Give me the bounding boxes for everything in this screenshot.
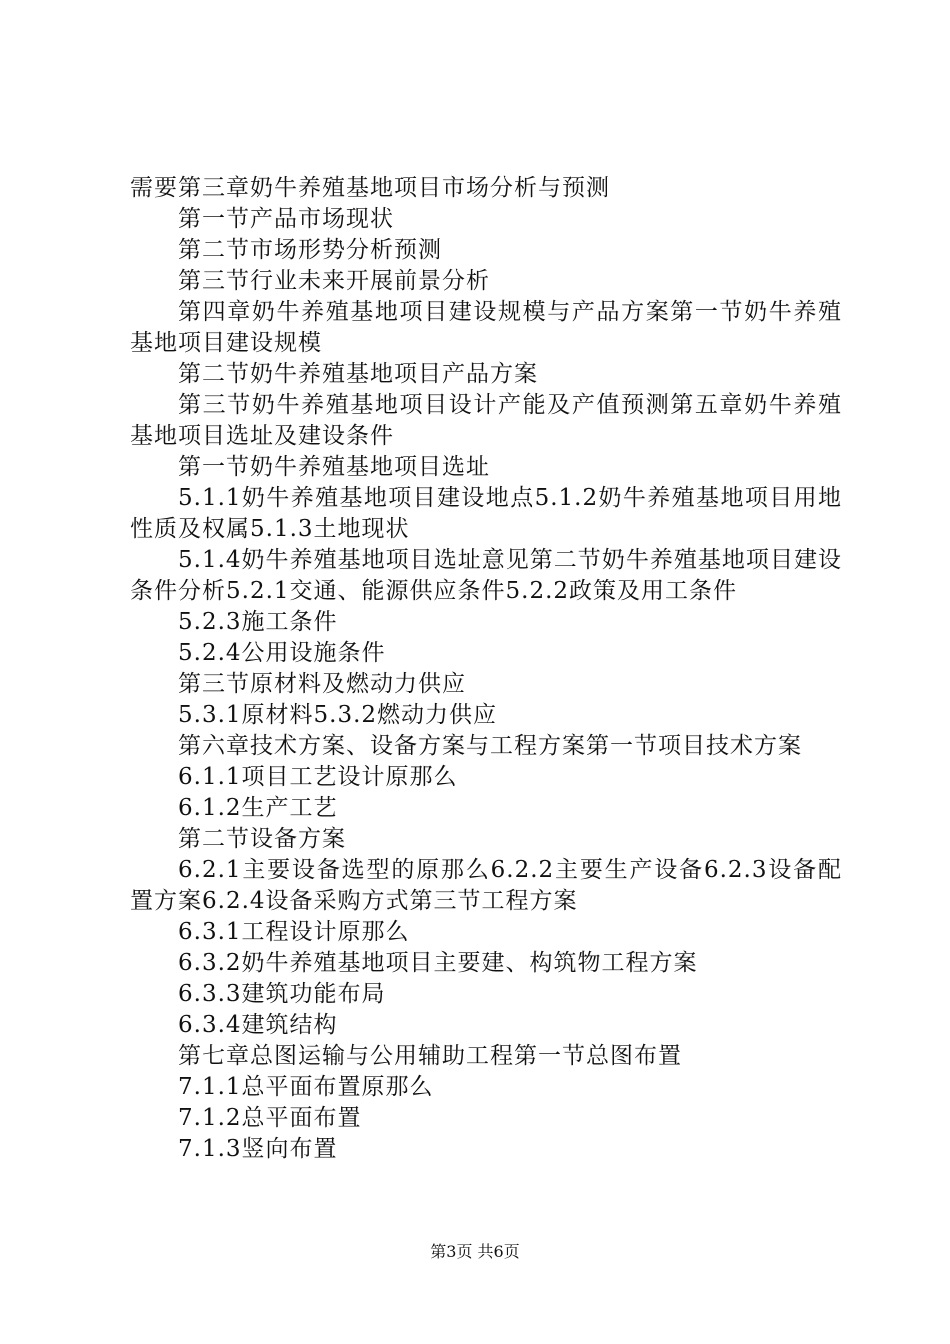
paragraph: 7.1.2总平面布置 [178,1105,362,1131]
paragraph: 第三节行业未来开展前景分析 [178,268,490,294]
page-number-label: 第3页 共6页 [430,1242,520,1261]
paragraph: 第一节产品市场现状 [178,206,394,232]
paragraph: 5.1.1奶牛养殖基地项目建设地点5.1.2奶牛养殖基地项目用地性质及权属5.1.3土地现状 [130,485,842,542]
paragraph: 第七章总图运输与公用辅助工程第一节总图布置 [178,1043,682,1069]
paragraph: 6.3.3建筑功能布局 [178,981,386,1007]
paragraph: 第四章奶牛养殖基地项目建设规模与产品方案第一节奶牛养殖基地项目建设规模 [130,299,842,356]
paragraph: 6.3.4建筑结构 [178,1012,338,1038]
paragraph: 5.1.4奶牛养殖基地项目选址意见第二节奶牛养殖基地项目建设条件分析5.2.1交通、能源供应条件5.2.2政策及用工条件 [130,547,842,604]
page-footer [0,1241,950,1263]
paragraph: 第二节设备方案 [178,826,346,852]
paragraph: 5.3.1原材料5.3.2燃动力供应 [178,702,498,728]
paragraph: 第二节市场形势分析预测 [178,237,442,263]
paragraph: 6.1.2生产工艺 [178,795,338,821]
paragraph: 第一节奶牛养殖基地项目选址 [178,454,490,480]
paragraph: 第三节原材料及燃动力供应 [178,671,466,697]
paragraph: 6.1.1项目工艺设计原那么 [178,764,458,790]
paragraph: 6.2.1主要设备选型的原那么6.2.2主要生产设备6.2.3设备配置方案6.2.4设备采购方式第三节工程方案 [130,857,842,914]
paragraph: 第三节奶牛养殖基地项目设计产能及产值预测第五章奶牛养殖基地项目选址及建设条件 [130,392,842,449]
document-body [130,173,842,1165]
paragraph: 7.1.1总平面布置原那么 [178,1074,434,1100]
paragraph: 第二节奶牛养殖基地项目产品方案 [178,361,538,387]
paragraph: 7.1.3竖向布置 [178,1136,338,1162]
paragraph: 5.2.3施工条件 [178,609,338,635]
paragraph: 5.2.4公用设施条件 [178,640,386,666]
paragraph: 6.3.1工程设计原那么 [178,919,410,945]
paragraph: 6.3.2奶牛养殖基地项目主要建、构筑物工程方案 [178,950,698,976]
paragraph: 第六章技术方案、设备方案与工程方案第一节项目技术方案 [178,733,802,759]
paragraph: 需要第三章奶牛养殖基地项目市场分析与预测 [130,175,610,201]
